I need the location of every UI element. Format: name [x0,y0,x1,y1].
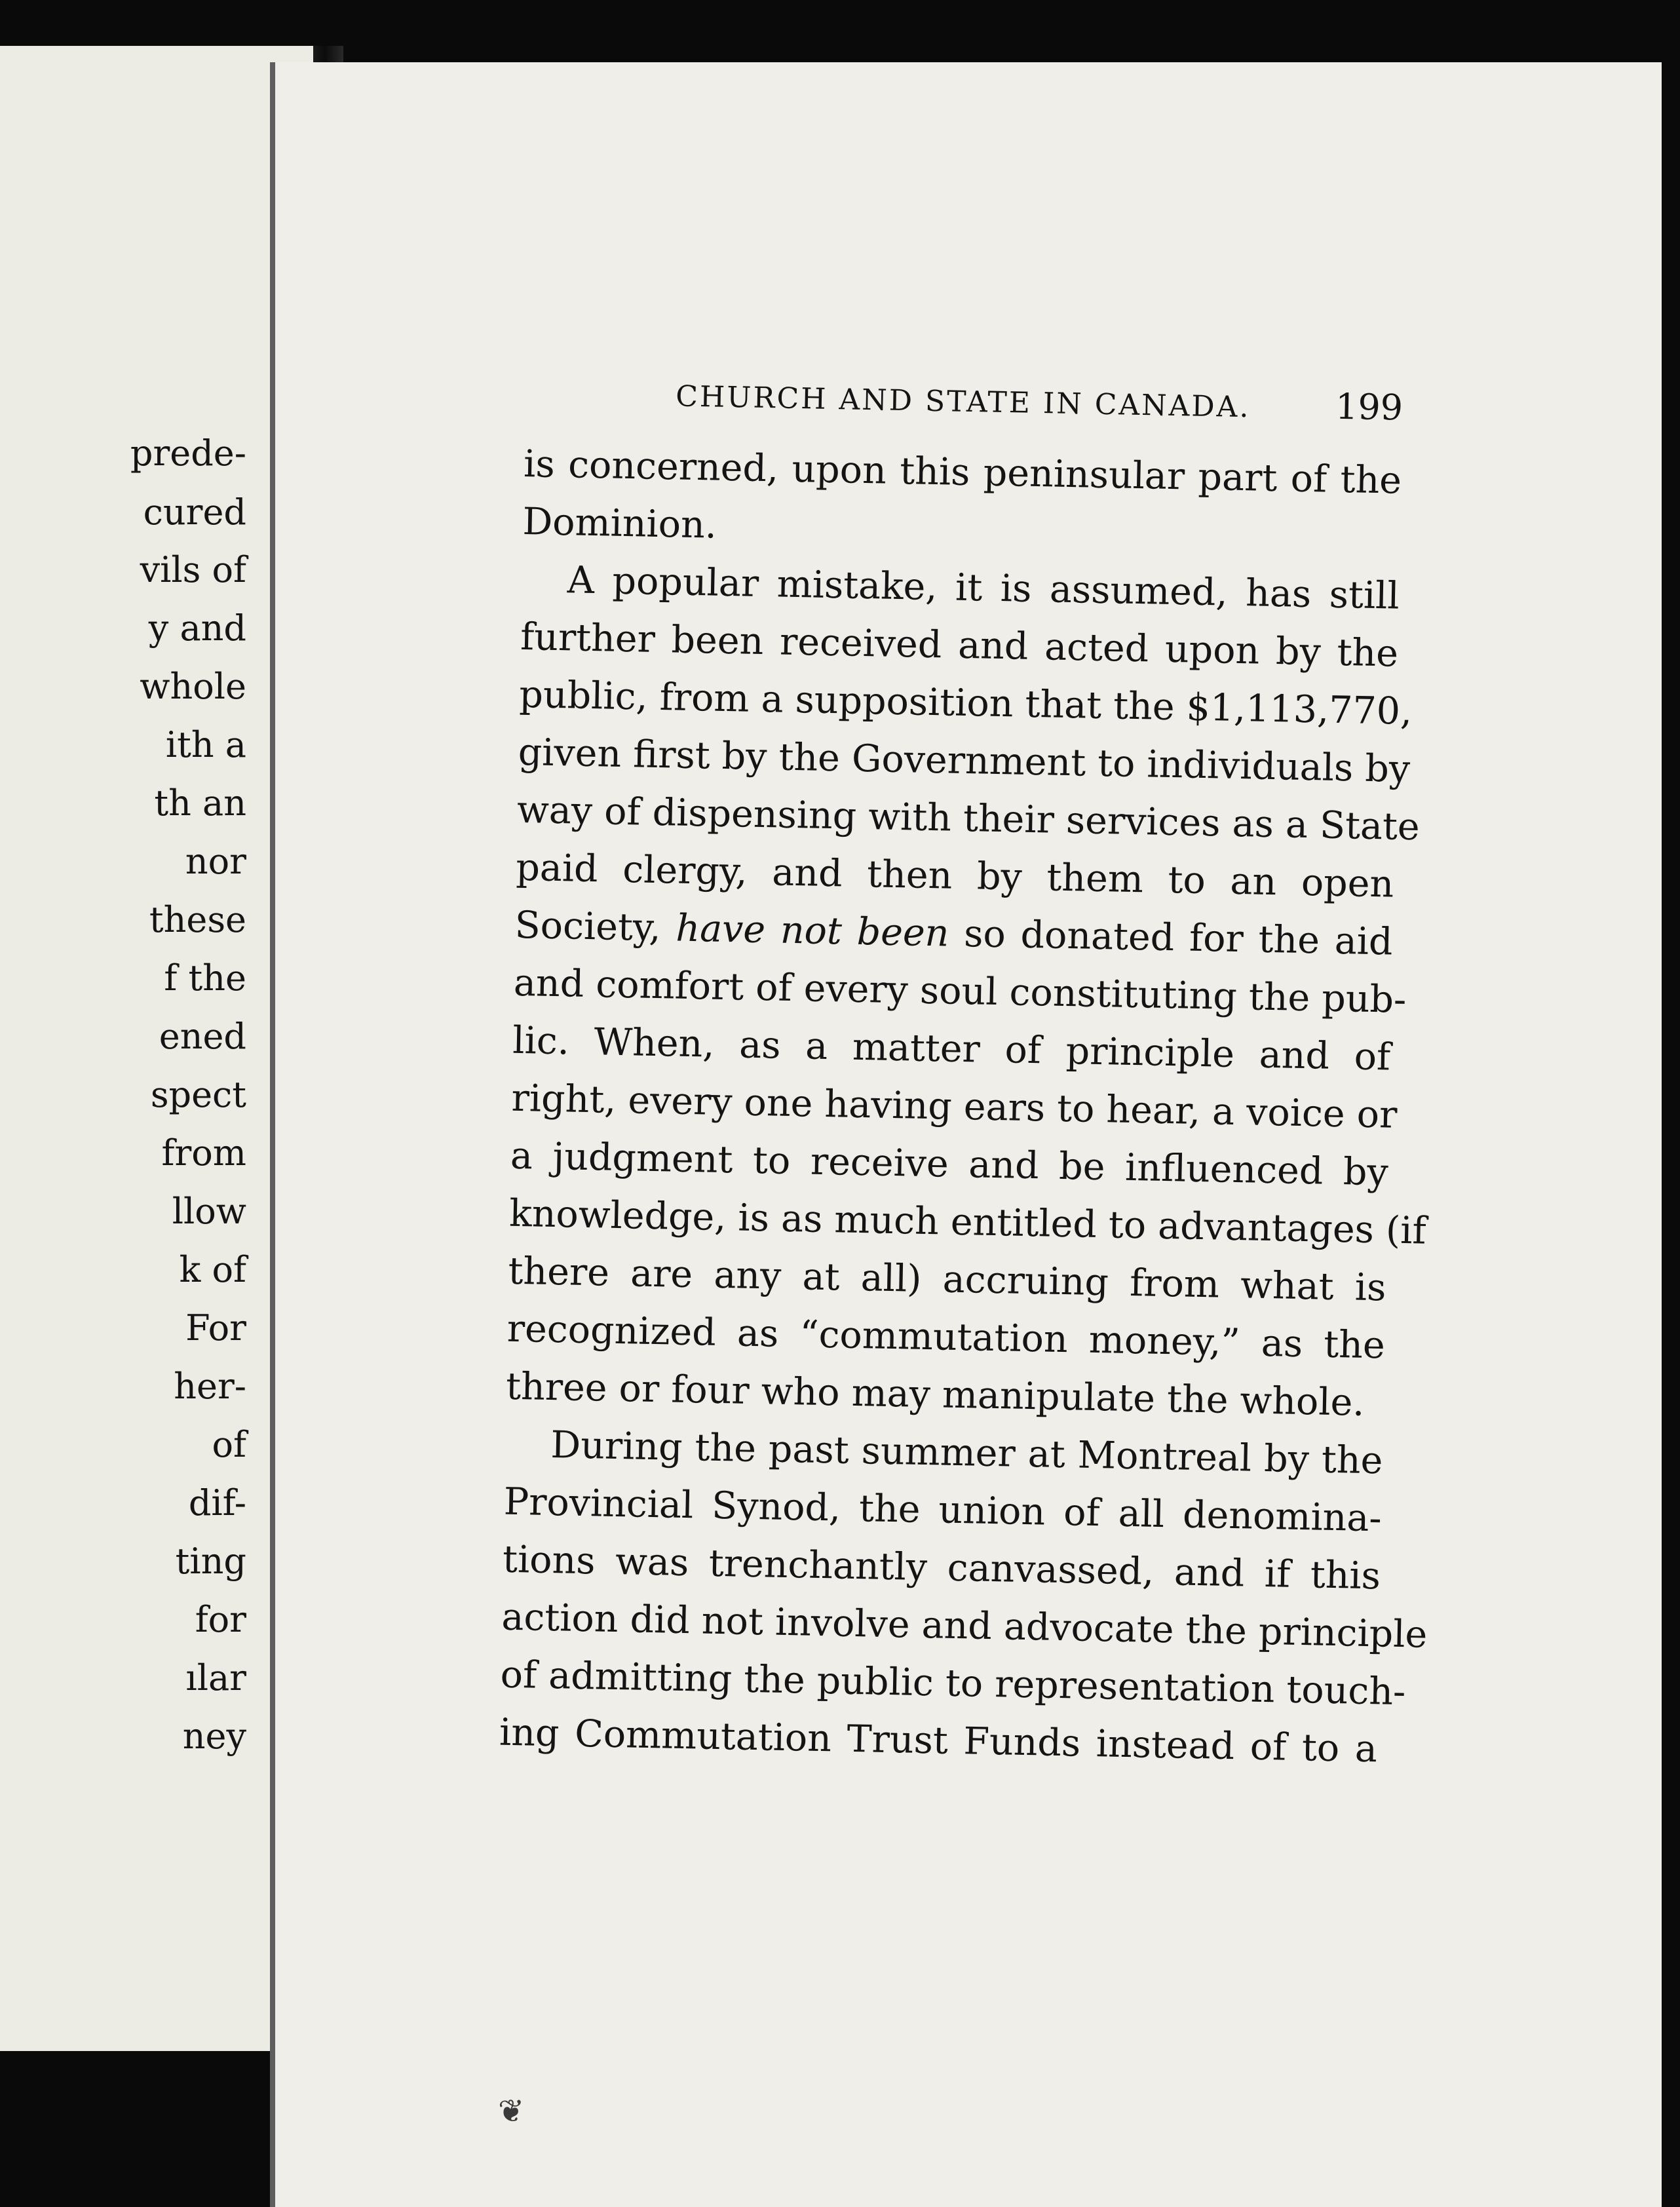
left-fragment: nor [185,841,246,882]
left-fragment: prede- [130,432,246,474]
left-fragment: for [195,1599,246,1640]
left-fragment: from [161,1132,246,1174]
text-line: and comfort of every soul constituting the pub- [513,961,1407,1022]
text-line: knowledge, is as much entitled to advantages (if [508,1191,1427,1253]
text-line: lic. When, as a matter of principle and of [512,1018,1391,1079]
text-line: paid clergy, and then by them to an open [515,845,1394,906]
text-line: there are any at all) accruing from what is [507,1249,1386,1310]
text-line: three or four who may manipulate the whole. [505,1364,1365,1425]
left-fragment: For [185,1307,246,1349]
text-run: Society, [514,903,677,950]
right-page [270,62,1662,2207]
left-fragment: ith a [165,724,246,765]
text-line: right, every one having ears to hear, a voice or [511,1076,1398,1137]
text-line: tions was trenchantly canvassed, and if this [502,1537,1381,1598]
left-fragment: dif- [188,1482,246,1524]
left-fragment: her- [174,1366,246,1407]
page-text-block [499,370,1428,1778]
left-fragment: spect [150,1074,246,1115]
page-number: 199 [1335,385,1403,429]
text-line: A popular mistake, it is assumed, has still [567,558,1400,618]
text-line: Dominion. [522,499,717,547]
text-line: recognized as “commutation money,” as the [506,1307,1386,1368]
text-line: given first by the Government to individuals by [518,730,1411,792]
left-fragment: cured [143,491,246,533]
paragraph-1 [522,435,1402,567]
text-line: a judgment to receive and be influenced by [510,1134,1389,1195]
text-line: further been received and acted upon by the [520,615,1399,676]
left-fragment: ılar [185,1657,246,1698]
paragraph-2 [505,550,1427,1432]
left-fragment: ting [175,1541,246,1582]
text-line: During the past summer at Montreal by the [550,1423,1383,1483]
text-line: way of dispensing with their services as a State [516,788,1421,849]
text-line: public, from a supposition that the $1,113,770, [518,672,1413,734]
paragraph-3 [499,1415,1428,1778]
left-fragment: k of [179,1249,246,1290]
left-fragment: these [149,899,246,940]
left-fragment: ened [159,1016,246,1057]
left-fragment: of [212,1424,246,1465]
left-fragment: llow [172,1191,246,1232]
text-line: action did not involve and advocate the principle [501,1595,1428,1657]
left-fragment: vils of [140,549,246,590]
left-fragment: ney [182,1716,246,1757]
running-title: CHURCH AND STATE IN CANADA. [675,379,1251,425]
text-line: is concerned, upon this peninsular part of the [523,442,1402,503]
text-line: Provincial Synod, the union of all denomina- [503,1480,1383,1541]
italic-phrase: have not been [675,906,950,955]
left-fragment: th an [154,782,246,824]
running-head [676,373,1403,428]
left-fragment: f the [164,957,246,999]
text-run: so donated for the aid [948,912,1394,964]
text-line: ing Commutation Trust Funds instead of to a [499,1710,1378,1771]
text-line: of admitting the public to representation touch- [500,1653,1406,1714]
fleuron-icon: ❦ [498,2093,525,2130]
left-fragment: y and [148,607,246,649]
left-fragment: whole [140,666,246,707]
